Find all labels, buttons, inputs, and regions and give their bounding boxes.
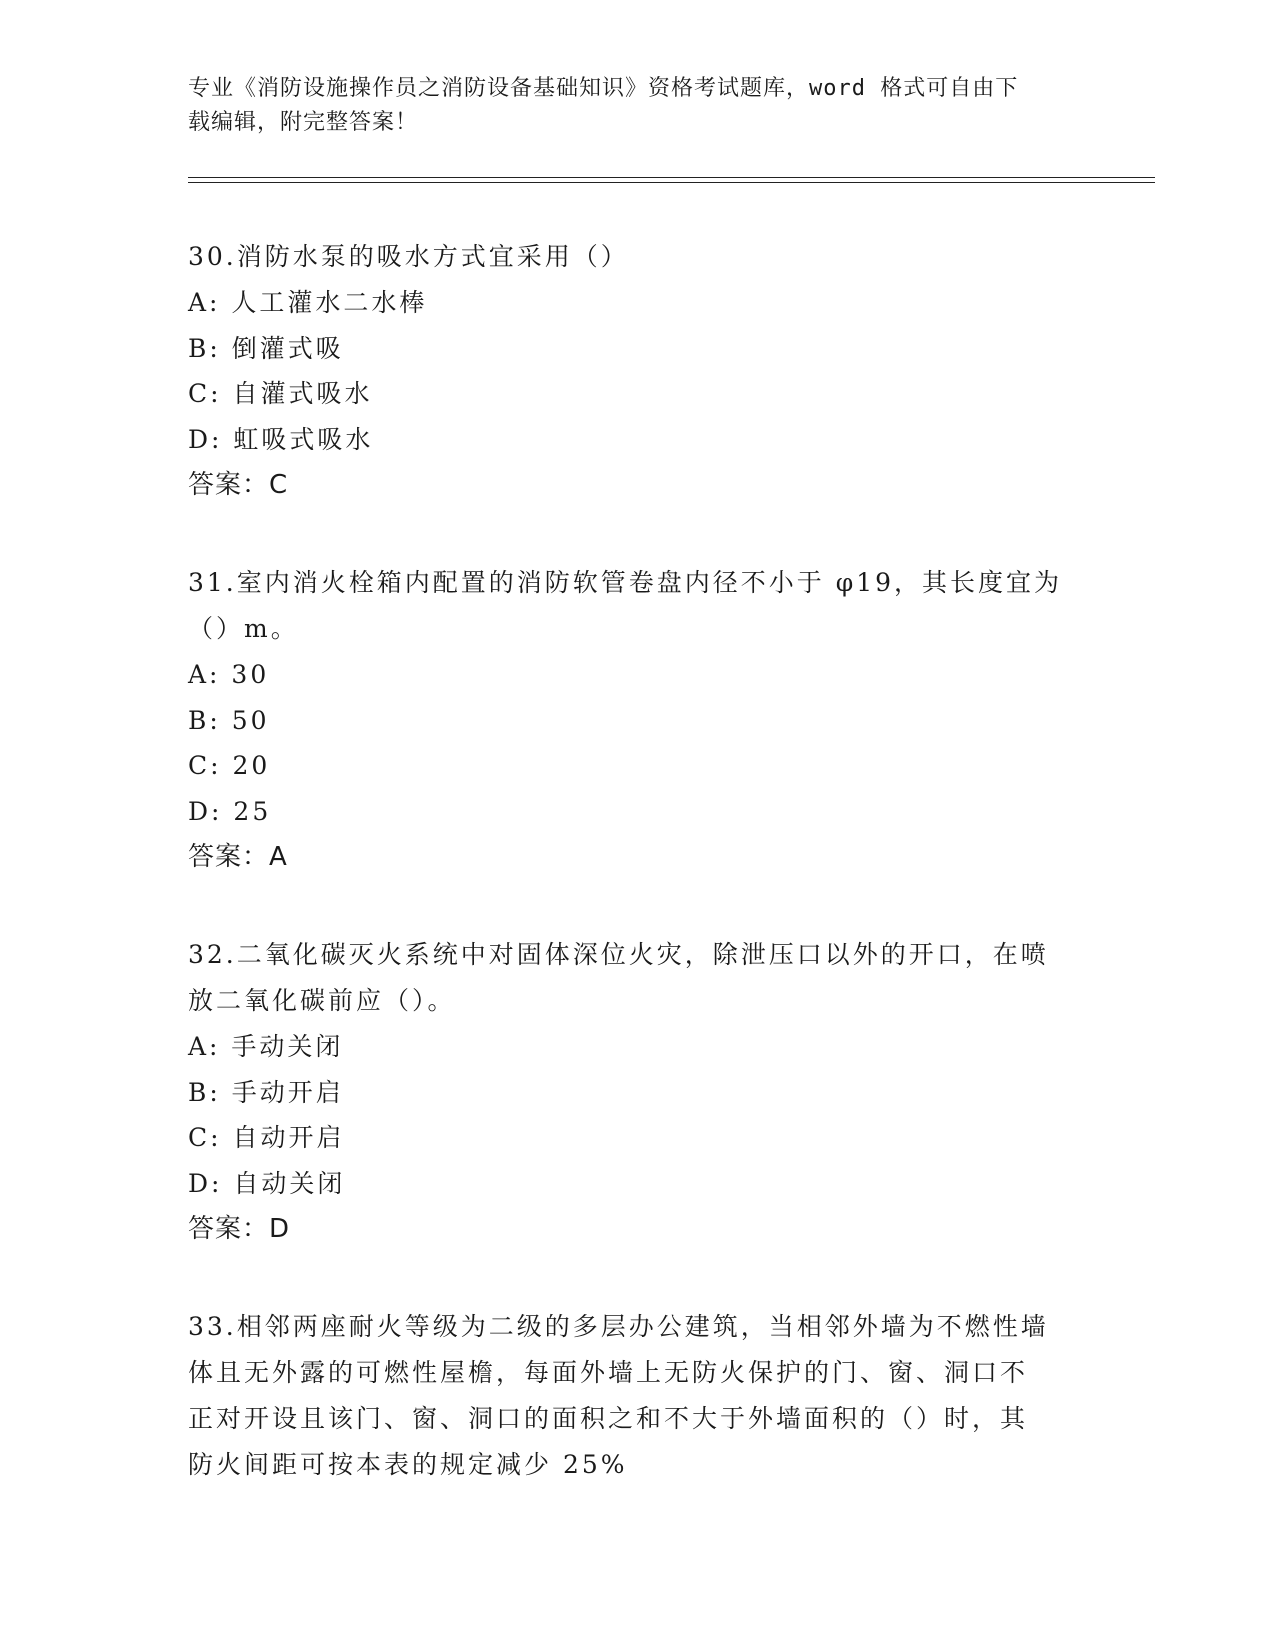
- document-header: [188, 72, 1088, 140]
- question-stem: 33.相邻两座耐火等级为二级的多层办公建筑，当相邻外墙为不燃性墙: [188, 1312, 1049, 1341]
- question-stem: 31.室内消火栓箱内配置的消防软管卷盘内径不小于 φ19，其长度宜为: [188, 568, 1063, 597]
- option-a: A: 30: [188, 660, 270, 689]
- question-32: [188, 932, 1088, 1252]
- question-31: [188, 560, 1088, 880]
- question-stem-continued: 防火间距可按本表的规定减少 25%: [188, 1450, 628, 1479]
- question-33: [188, 1304, 1088, 1488]
- question-stem: 32.二氧化碳灭火系统中对固体深位火灾，除泄压口以外的开口，在喷: [188, 940, 1049, 969]
- option-d: D: 虹吸式吸水: [188, 424, 374, 454]
- answer-label: 答案：C: [188, 470, 289, 500]
- option-b: B: 手动开启: [188, 1077, 344, 1107]
- question-stem-continued: 正对开设且该门、窗、洞口的面积之和不大于外墙面积的（）时，其: [188, 1404, 1029, 1433]
- option-d: D: 自动关闭: [188, 1168, 346, 1198]
- option-c: C: 20: [188, 751, 271, 780]
- header-divider: [188, 177, 1155, 183]
- option-d: D: 25: [188, 796, 272, 826]
- option-a: A: 手动关闭: [188, 1032, 344, 1061]
- question-stem-continued: 体且无外露的可燃性屋檐，每面外墙上无防火保护的门、窗、洞口不: [188, 1358, 1029, 1387]
- question-30: [188, 234, 1088, 508]
- option-c: C: 自动开启: [188, 1123, 345, 1152]
- answer-label: 答案：A: [188, 842, 288, 872]
- option-b: B: 倒灌式吸: [188, 333, 344, 363]
- header-line-1: 专业《消防设施操作员之消防设备基础知识》资格考试题库，word 格式可自由下: [188, 76, 1019, 101]
- answer-label: 答案：D: [188, 1214, 291, 1244]
- question-stem: 30.消防水泵的吸水方式宜采用（）: [188, 242, 629, 271]
- option-c: C: 自灌式吸水: [188, 379, 373, 408]
- header-line-2: 载编辑，附完整答案！: [188, 110, 419, 135]
- question-stem-continued: 放二氧化碳前应（）。: [188, 986, 456, 1015]
- question-list: [188, 234, 1088, 1540]
- option-a: A: 人工灌水二水棒: [188, 288, 428, 317]
- option-b: B: 50: [188, 705, 270, 735]
- question-stem-continued: （）m。: [188, 614, 299, 643]
